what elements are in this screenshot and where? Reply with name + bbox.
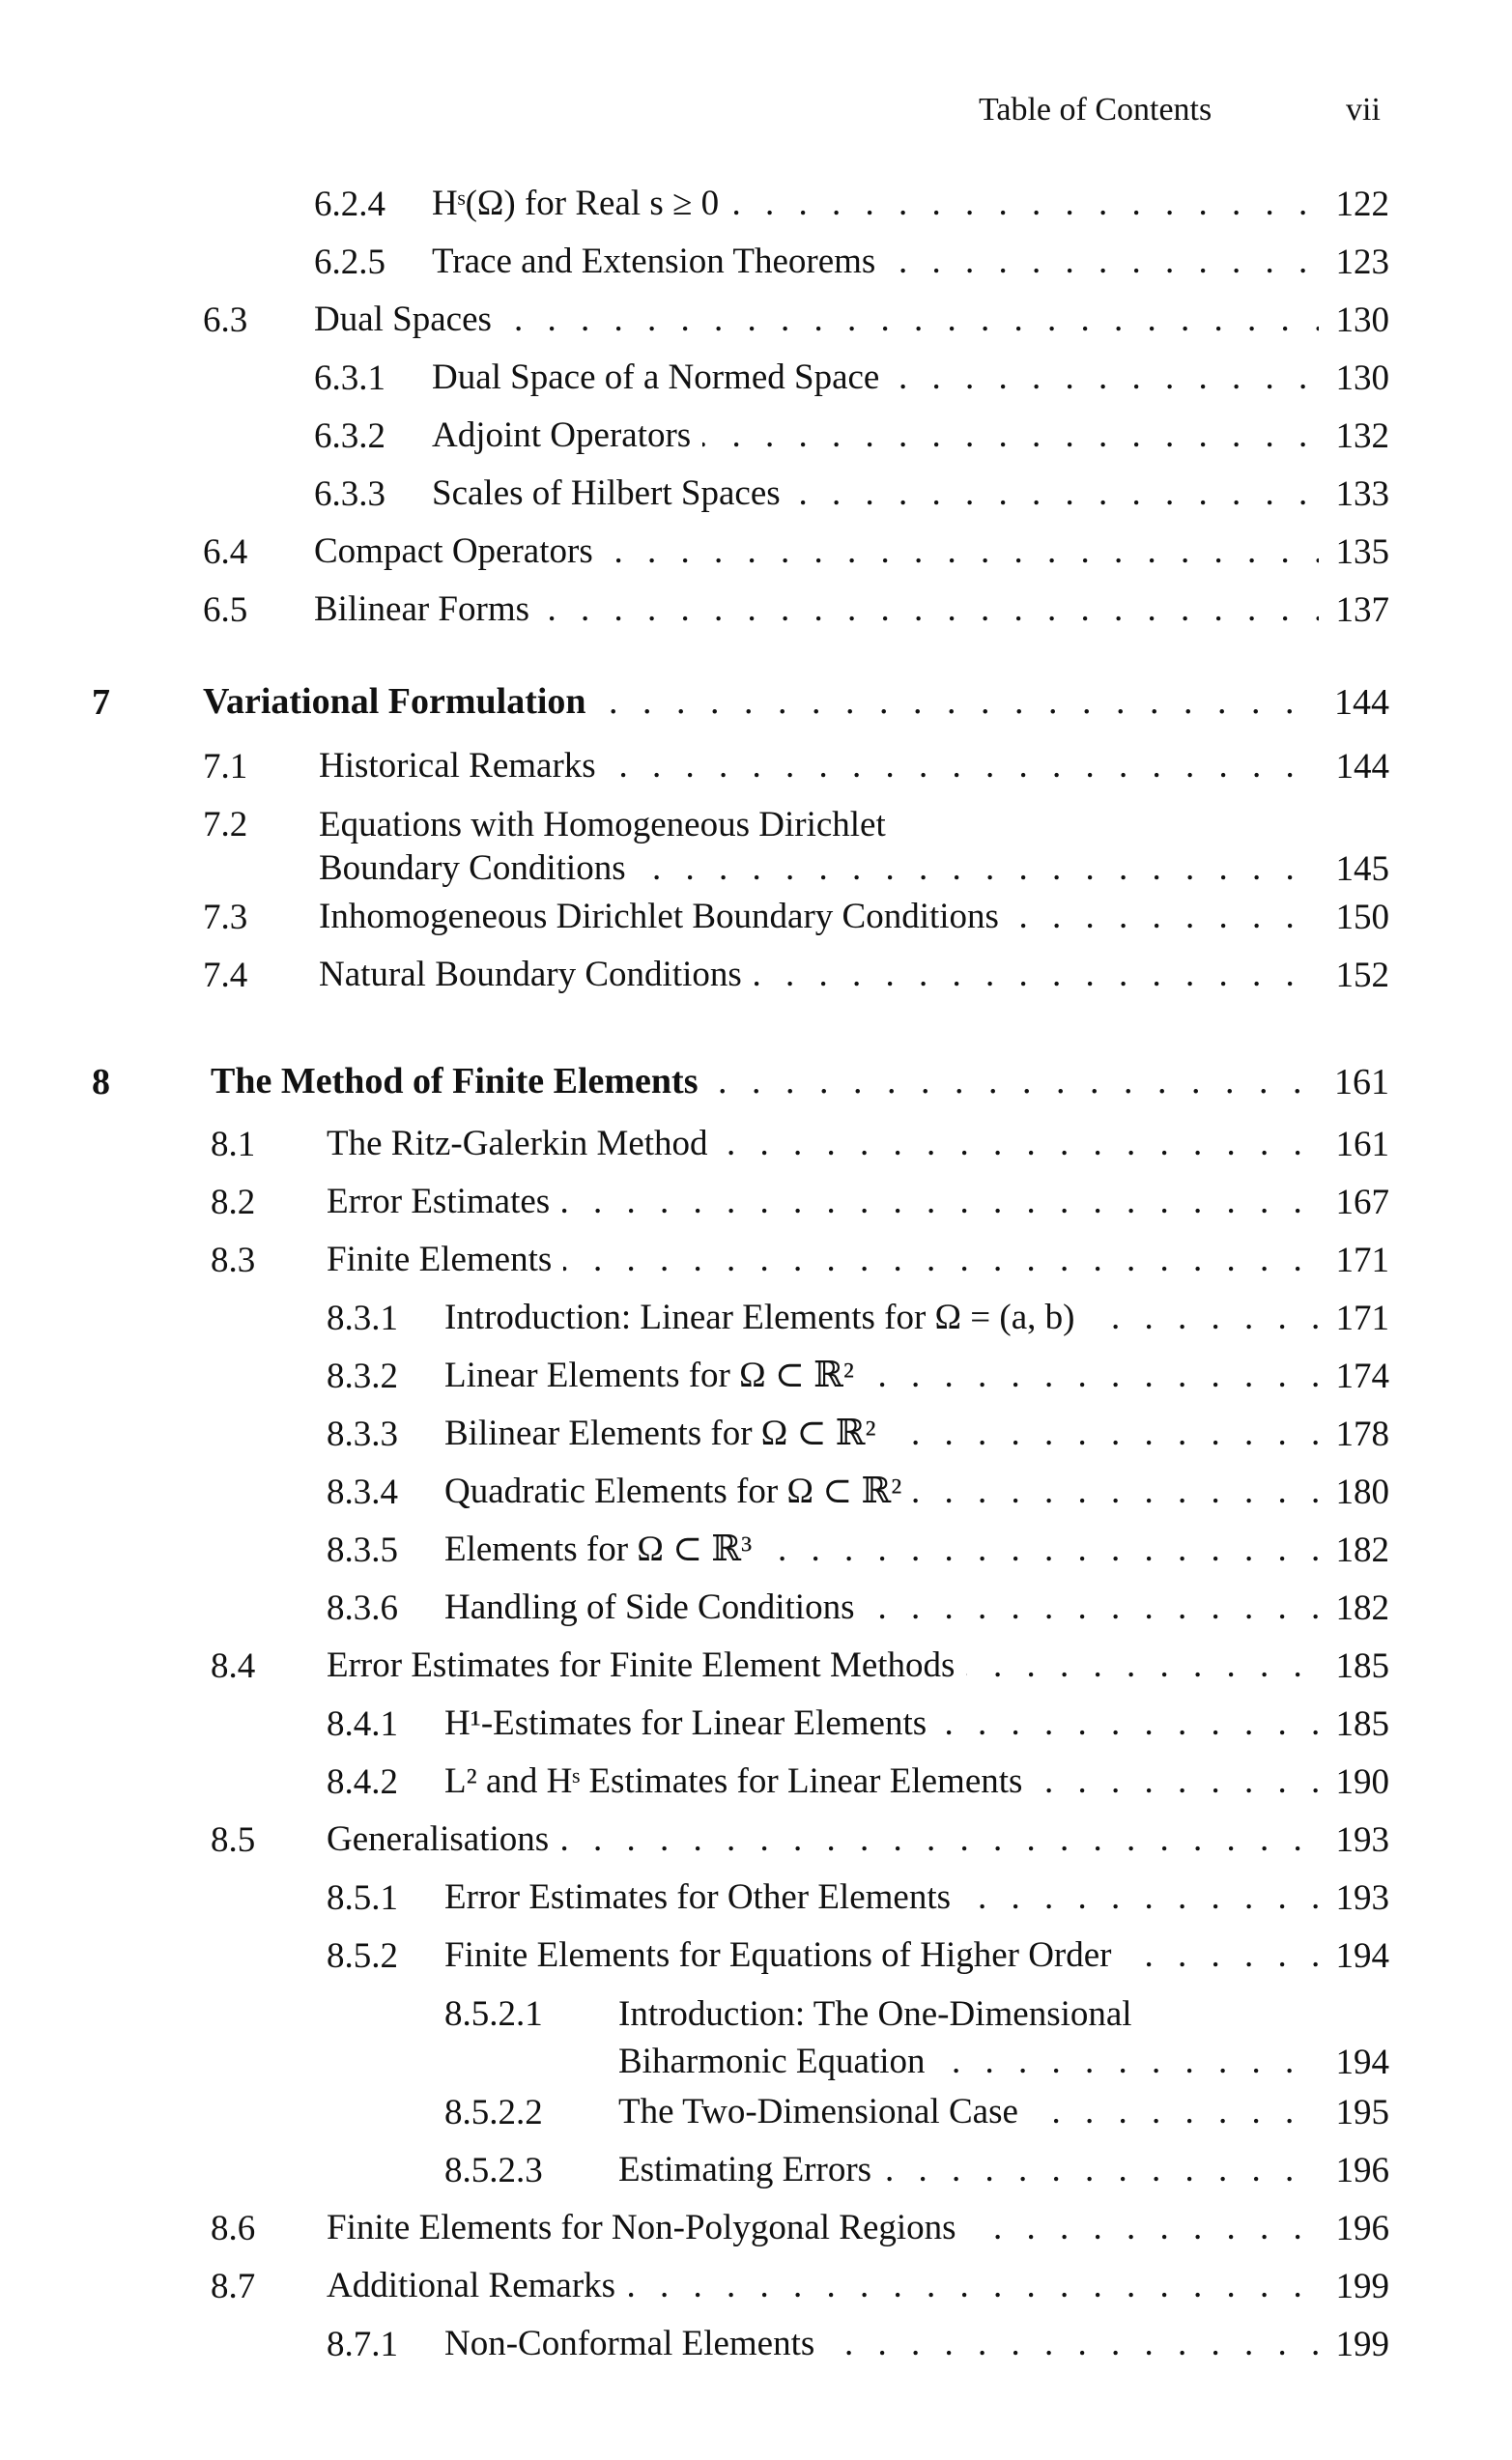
- toc-entry-page: 152: [1335, 956, 1389, 995]
- toc-entry-title: Trace and Extension Theorems . . .: [432, 242, 1319, 283]
- toc-entry-title: Non-Conformal Elements . . .: [444, 2324, 1319, 2365]
- toc-entry-title: Error Estimates . . .: [327, 1182, 1319, 1223]
- toc-entry-number: 8.3.6: [327, 1588, 398, 1628]
- toc-entry-title: L² and Hˢ Estimates for Linear Elements . . .: [444, 1761, 1319, 1803]
- toc-entry-title: Dual Space of a Normed Space . . .: [432, 358, 1319, 399]
- toc-entry-title: Linear Elements for Ω ⊂ ℝ² . . .: [444, 1356, 1319, 1397]
- toc-entry-page: 199: [1335, 2267, 1389, 2306]
- toc-entry-number: 8.3.3: [327, 1415, 398, 1454]
- toc-entry-number: 6.3.1: [314, 358, 385, 398]
- toc-entry-page: 161: [1334, 1062, 1389, 1102]
- toc-entry-page: 182: [1335, 1588, 1389, 1628]
- toc-entry-title: Variational Formulation . . .: [203, 681, 1319, 724]
- toc-entry-page: 122: [1335, 185, 1389, 224]
- toc-entry-page: 145: [1335, 849, 1389, 889]
- toc-entry-number: 6.3.3: [314, 474, 385, 514]
- toc-entry: [0, 1819, 1512, 1877]
- toc-entry-number: 8.3: [211, 1241, 256, 1280]
- toc-entry-title-continued: Boundary Conditions . . .: [319, 848, 1319, 890]
- toc-entry-title: Compact Operators . . .: [314, 531, 1319, 573]
- toc-entry-page: 182: [1335, 1530, 1389, 1570]
- toc-entry: [0, 415, 1512, 473]
- toc-entry-number: 8.1: [211, 1125, 256, 1164]
- toc-entry: [0, 1993, 1512, 2085]
- toc-entry-number: 8.5.2.3: [444, 2151, 543, 2190]
- toc-entry-page: 194: [1335, 2043, 1389, 2082]
- toc-entry-page: 130: [1335, 358, 1389, 398]
- toc-entry: [0, 2150, 1512, 2208]
- toc-entry-page: 196: [1335, 2209, 1389, 2248]
- toc-entry-number: 8.5.2.2: [444, 2093, 543, 2132]
- toc-entry-number: 8.7.1: [327, 2325, 398, 2364]
- toc-entry-title: Additional Remarks . . .: [327, 2266, 1319, 2307]
- toc-entry-title: Equations with Homogeneous Dirichlet: [319, 805, 886, 844]
- toc-entry-title: Finite Elements for Non-Polygonal Regions . . .: [327, 2208, 1319, 2249]
- toc-entry-number: 8.5.1: [327, 1878, 398, 1918]
- toc-entry: [0, 184, 1512, 242]
- toc-entry-page: 144: [1335, 747, 1389, 787]
- toc-entry: [0, 358, 1512, 415]
- toc-entry-page: 194: [1335, 1936, 1389, 1976]
- toc-entry: [0, 1935, 1512, 1993]
- toc-entry-page: 161: [1335, 1125, 1389, 1164]
- toc-entry-title: Historical Remarks . . .: [319, 746, 1319, 787]
- toc-entry: [0, 1414, 1512, 1472]
- toc-entry-page: 178: [1335, 1415, 1389, 1454]
- toc-entry: [0, 2208, 1512, 2266]
- toc-entry-number: 8: [92, 1062, 110, 1102]
- toc-entry: [0, 531, 1512, 589]
- toc-entry-page: 150: [1335, 898, 1389, 937]
- toc-entry-title: Dual Spaces . . .: [314, 300, 1319, 341]
- toc-entry-page: 135: [1335, 532, 1389, 572]
- toc-entry-number: 8.2: [211, 1183, 256, 1222]
- toc-entry: [0, 2266, 1512, 2324]
- toc-entry-number: 7.3: [203, 898, 248, 937]
- toc-entry-title: Error Estimates for Finite Element Methods . . .: [327, 1645, 1319, 1687]
- toc-entry-page: 193: [1335, 1820, 1389, 1860]
- toc-chapter-entry: [0, 681, 1512, 739]
- toc-entry-title: Estimating Errors . . .: [618, 2150, 1319, 2191]
- toc-entry-title: Elements for Ω ⊂ ℝ³ . . .: [444, 1530, 1319, 1571]
- toc-entry-number: 7.2: [203, 805, 248, 844]
- toc-entry-page: 185: [1335, 1704, 1389, 1744]
- toc-entry-page: 185: [1335, 1646, 1389, 1686]
- running-header-page-number: vii: [1346, 92, 1381, 128]
- toc-entry: [0, 242, 1512, 300]
- toc-entry-page: 196: [1335, 2151, 1389, 2190]
- toc-entry-number: 8.3.1: [327, 1299, 398, 1338]
- toc-entry-page: 193: [1335, 1878, 1389, 1918]
- toc-entry: [0, 897, 1512, 955]
- running-header-title: Table of Contents: [979, 92, 1212, 128]
- toc-entry-title: Error Estimates for Other Elements . . .: [444, 1877, 1319, 1919]
- toc-entry: [0, 1645, 1512, 1703]
- toc-entry-page: 123: [1335, 243, 1389, 282]
- toc-entry: [0, 2092, 1512, 2150]
- toc-entry-number: 8.3.4: [327, 1473, 398, 1512]
- toc-entry-number: 8.4.2: [327, 1762, 398, 1802]
- toc-entry-number: 6.2.4: [314, 185, 385, 224]
- toc-entry-number: 8.4.1: [327, 1704, 398, 1744]
- toc-entry-page: 180: [1335, 1473, 1389, 1512]
- toc-entry-title: Hˢ(Ω) for Real s ≥ 0 . . .: [432, 184, 1319, 225]
- toc-entry: [0, 1703, 1512, 1761]
- toc-entry-title: Adjoint Operators . . .: [432, 415, 1319, 457]
- toc-entry: [0, 473, 1512, 531]
- toc-entry-number: 8.4: [211, 1646, 256, 1686]
- toc-entry-page: 133: [1335, 474, 1389, 514]
- toc-entry-number: 6.3.2: [314, 416, 385, 456]
- toc-entry-number: 8.5.2: [327, 1936, 398, 1976]
- toc-entry-number: 8.7: [211, 2267, 256, 2306]
- toc-entry-page: 174: [1335, 1357, 1389, 1396]
- toc-entry: [0, 1240, 1512, 1298]
- toc-entry: [0, 1124, 1512, 1182]
- toc-entry-page: 171: [1335, 1299, 1389, 1338]
- toc-entry: [0, 1182, 1512, 1240]
- toc-entry: [0, 1530, 1512, 1588]
- toc-entry: [0, 300, 1512, 358]
- toc-entry: [0, 1761, 1512, 1819]
- toc-entry-page: 132: [1335, 416, 1389, 456]
- toc-entry-title: H¹-Estimates for Linear Elements . . .: [444, 1703, 1319, 1745]
- toc-entry: [0, 1877, 1512, 1935]
- toc-entry-number: 6.5: [203, 590, 248, 630]
- toc-entry: [0, 1356, 1512, 1414]
- toc-entry-title: Inhomogeneous Dirichlet Boundary Conditions . . .: [319, 897, 1319, 938]
- toc-entry-number: 7.1: [203, 747, 248, 787]
- toc-entry-number: 8.3.2: [327, 1357, 398, 1396]
- toc-entry-page: 190: [1335, 1762, 1389, 1802]
- toc-entry: [0, 746, 1512, 804]
- toc-entry: [0, 1588, 1512, 1645]
- toc-chapter-entry: [0, 1061, 1512, 1119]
- toc-entry-title: Scales of Hilbert Spaces . . .: [432, 473, 1319, 515]
- toc-entry-number: 8.5: [211, 1820, 256, 1860]
- toc-entry-page: 144: [1334, 682, 1389, 723]
- toc-entry-number: 6.4: [203, 532, 248, 572]
- toc-entry: [0, 955, 1512, 1013]
- toc-entry-title: Introduction: Linear Elements for Ω = (a, b) . . .: [444, 1298, 1319, 1339]
- toc-entry-number: 6.3: [203, 300, 248, 340]
- toc-entry-title: Handling of Side Conditions . . .: [444, 1588, 1319, 1629]
- toc-entry: [0, 1472, 1512, 1530]
- toc-entry: [0, 804, 1512, 896]
- toc-entry-title: The Two-Dimensional Case . . .: [618, 2092, 1319, 2133]
- toc-entry-title: Finite Elements . . .: [327, 1240, 1319, 1281]
- toc-entry-title: Finite Elements for Equations of Higher Order . . .: [444, 1935, 1319, 1977]
- toc-entry-number: 7: [92, 682, 110, 723]
- toc-entry: [0, 589, 1512, 647]
- toc-entry-title: The Ritz-Galerkin Method . . .: [327, 1124, 1319, 1165]
- toc-entry-title-continued: Biharmonic Equation . . .: [618, 2042, 1319, 2083]
- toc-entry-title: Introduction: The One-Dimensional: [618, 1994, 1132, 2034]
- toc-entry-number: 8.5.2.1: [444, 1994, 543, 2034]
- toc-entry-page: 195: [1335, 2093, 1389, 2132]
- toc-entry-page: 130: [1335, 300, 1389, 340]
- toc-entry: [0, 1298, 1512, 1356]
- toc-entry-page: 199: [1335, 2325, 1389, 2364]
- toc-entry-title: Generalisations . . .: [327, 1819, 1319, 1861]
- toc-entry-number: 8.6: [211, 2209, 256, 2248]
- toc-entry-title: Natural Boundary Conditions . . .: [319, 955, 1319, 996]
- toc-entry-title: Bilinear Elements for Ω ⊂ ℝ² . . .: [444, 1414, 1319, 1455]
- toc-entry-page: 167: [1335, 1183, 1389, 1222]
- toc-entry-title: Bilinear Forms . . .: [314, 589, 1319, 631]
- toc-entry-page: 137: [1335, 590, 1389, 630]
- toc-entry: [0, 2324, 1512, 2382]
- toc-entry-number: 6.2.5: [314, 243, 385, 282]
- toc-entry-title: Quadratic Elements for Ω ⊂ ℝ² . . .: [444, 1472, 1319, 1513]
- toc-entry-number: 8.3.5: [327, 1530, 398, 1570]
- toc-entry-number: 7.4: [203, 956, 248, 995]
- toc-entry-title: The Method of Finite Elements . . .: [211, 1061, 1319, 1103]
- toc-entry-page: 171: [1335, 1241, 1389, 1280]
